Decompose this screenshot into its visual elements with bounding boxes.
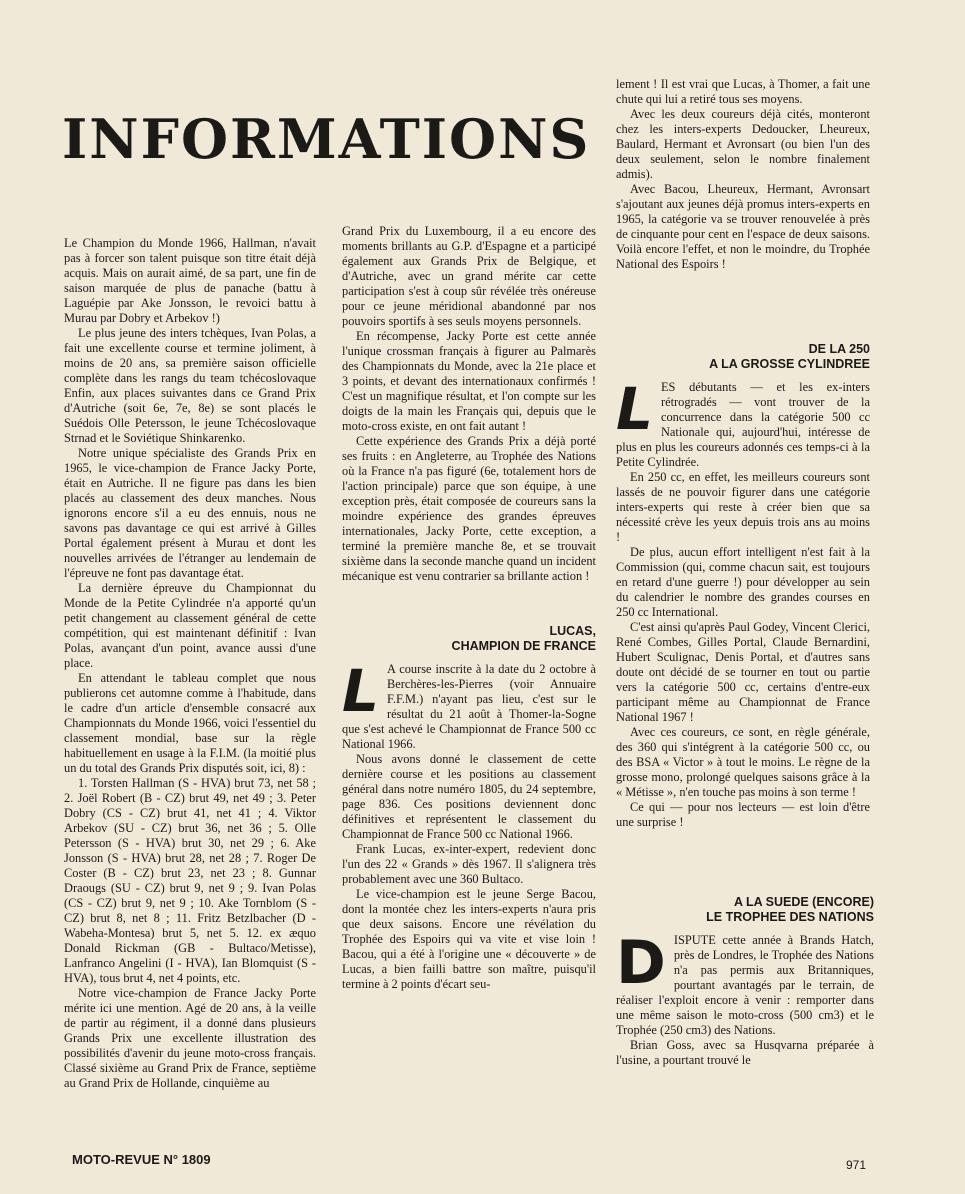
paragraph: ISPUTE cette année à Brands Hatch, près de Londres, le Trophée des Nations n'a pas permis aux Britanniques, pourtant avantagés par le terrain, de réaliser l'exploit encore à venir : remporter dans une même saison le moto-cross (500 cm3) et le Trophée (250 cm3) des Nations. — [616, 933, 874, 1037]
page-number: 971 — [846, 1158, 867, 1172]
paragraph: ES débutants — et les ex-inters rétrogradés — vont trouver de la concurrence dans la catégorie 500 cc Nationale qui, aujourd'hui, intéresse de plus en plus les coureurs adonnés ces temps-ci à la Petite Cylindrée. — [616, 380, 870, 469]
heading-line: DE LA 250 — [808, 342, 870, 356]
section-suede-body — [616, 933, 874, 1038]
paragraph: La dernière épreuve du Championnat du Monde de la Petite Cylindrée n'a apporté qu'un petit changement au classement général de cette compétition, qui est maintenant définitif : Ivan Polas, avançant d'un point, avance aussi d'une place. — [64, 581, 316, 670]
section-heading-suede — [616, 895, 874, 925]
section-250-body — [616, 380, 870, 470]
ranking-paragraph: 1. Torsten Hallman (S - HVA) brut 73, net 58 ; 2. Joël Robert (B - CZ) brut 49, net 49 ; 3. Peter Dobry (CS - CZ) brut 41, net 41 ; 4. Viktor Arbekov (SU - CZ) brut 36, net 36 ; 5. Olle Petersson (S - HVA) brut 30, net 29 ; 6. Ake Jonsson (S - HVA) brut 28, net 28 ; 7. Roger De Coster (B - CZ) brut 23, net 23 ; 8. Gunnar Draougs (SU - CZ) brut 9, net 9 ; 9. Ivan Polas (CS - CZ) brut 9, net 9 ; 10. Ake Tornblom (S - CZ) brut 8, net 8 ; 11. Fritz Betzlbacher (D - Wabeha-Montesa) brut 5, net 5. 12. ex æquo Donald Rickman (GB - Bultaco/Metisse), Lanfranco Angelini (I - HVA), Ian Blomquist (S - HVA), tous brut 4, net 4 points, etc. — [64, 776, 316, 985]
page-title: INFORMATIONS — [62, 107, 591, 171]
paragraph: Le vice-champion est le jeune Serge Bacou, dont la montée chez les inters-experts n'aura pris que deux saisons. Encore une révélation du Trophée des Espoirs qui va vite et vise loin ! Bacou, qui a été à l'origine une « découverte » de Lucas, a bien failli battre son maître, puisqu'il termine à 2 points d'écart seu- — [342, 887, 596, 991]
paragraph: Avec ces coureurs, ce sont, en règle générale, des 360 qui s'intégrent à la catégorie 500 cc, ou des BSA « Victor » à tout le moins. Le règne de la grosse mono, prolongé quelques saisons grâce à la « Métisse », n'en touche pas moins à son terme ! — [616, 725, 870, 799]
column-2 — [342, 224, 596, 992]
heading-line: A LA GROSSE CYLINDREE — [709, 357, 870, 371]
heading-line: CHAMPION DE FRANCE — [451, 639, 596, 653]
heading-line: LUCAS, — [549, 624, 596, 638]
column-1 — [64, 236, 316, 1091]
drop-cap: L — [342, 662, 379, 725]
paragraph: Notre unique spécialiste des Grands Prix en 1965, le vice-champion de France Jacky Porte, était en Autriche. Il ne figure pas dans les bien placés au classement des deux manches. Nous ignorons encore s'il a eu des ennuis, nous ne savons pas davantage ce qui est arrivé à Gilles Portal également présent à Murau et dont les nouvelles arrivées de l'étranger au lendemain de l'épreuve ne font pas davantage état. — [64, 446, 316, 580]
paragraph: Le plus jeune des inters tchèques, Ivan Polas, a fait une excellente course et termine joliment, à moins de 20 ans, sa première saison officielle complète dans les rangs du team tchécoslovaque Enfin, aux places suivantes dans ce Grand Prix d'Autriche (soit 6e, 7e, 8e) se sont placés le Suédois Olle Petersson, le jeune Tchécoslovaque Strnad et le Soviétique Shinkarenko. — [64, 326, 316, 445]
paragraph: A course inscrite à la date du 2 octobre à Berchères-les-Pierres (voir Annuaire F.F.M.) n'ayant pas lieu, c'est sur le résultat du 21 août à Thomer-la-Sogne que s'est achevé le Championnat de France 500 cc National 1966. — [342, 662, 596, 751]
heading-line: A LA SUEDE (ENCORE) — [733, 895, 874, 909]
magazine-issue: MOTO-REVUE N° 1809 — [72, 1152, 211, 1167]
drop-cap: L — [616, 380, 653, 443]
heading-line: LE TROPHEE DES NATIONS — [706, 910, 874, 924]
paragraph: De plus, aucun effort intelligent n'est fait à la Commission (qui, comme chacun sait, est toujours en retard d'une guerre !) pour développer au sein du calendrier le nombre des grandes courses en 250 cc International. — [616, 545, 870, 619]
paragraph: Nous avons donné le classement de cette dernière course et les positions au classement général dans notre numéro 1805, du 24 septembre, page 836. Ces positions deviennent donc définitives et représentent le classement du Championnat de France 500 cc National 1966. — [342, 752, 596, 841]
paragraph: Cette expérience des Grands Prix a déjà porté ses fruits : en Angleterre, au Trophée des Nations où la France n'a pas figuré (6e, totalement hors de l'action principale) parce que son équipe, à une exception près, était composée de coureurs sans la moindre expérience des grandes épreuves internationales, Jacky Porte, cette exception, a terminé la première manche 8e, et se trouvait sixième dans la seconde manche quand un incident mécanique est venu contrarier sa brillante action ! — [342, 434, 596, 583]
paragraph: En 250 cc, en effet, les meilleurs coureurs sont lassés de ne pouvoir figurer dans une catégorie inters-experts qui reste à créer bien que sa nécessité crève les yeux depuis trois ans au moins ! — [616, 470, 870, 544]
column-3-top — [616, 77, 870, 272]
paragraph: Ce qui — pour nos lecteurs — est loin d'être une surprise ! — [616, 800, 870, 829]
section-heading-250 — [616, 342, 870, 372]
paragraph: Frank Lucas, ex-inter-expert, redevient donc l'un des 22 « Grands » dès 1967. Il s'alignera très probablement avec une 360 Bultaco. — [342, 842, 596, 886]
paragraph: Avec les deux coureurs déjà cités, monteront chez les inters-experts Dedoucker, Lheureux, Baulard, Hermant et Avronsart (ou bien l'un des deux seulement, selon le nombre finalement admis). — [616, 107, 870, 181]
paragraph: C'est ainsi qu'après Paul Godey, Vincent Clerici, René Combes, Gilles Portal, Claude Bernardini, Hubert Sculignac, Denis Portal, et d'autres sans doute ont décidé de se tourner en tout ou partie vers la catégorie 500 cc, certains d'entre-eux participant même au Championnat de France National 1967 ! — [616, 620, 870, 724]
drop-cap: D — [616, 933, 666, 998]
paragraph: En récompense, Jacky Porte est cette année l'unique crossman français à figurer au Palmarès des Championnats du Monde, avec la 21e place et 3 points, et devant des internationaux confirmés ! C'est un magnifique résultat, et l'on compte sur les doigts de la main les Français qui, depuis que le moto-cross existe, en ont fait autant ! — [342, 329, 596, 433]
paragraph: Notre vice-champion de France Jacky Porte mérite ici une mention. Agé de 20 ans, à la veille de partir au régiment, il a donné dans plusieurs Grands Prix une excellente illustration des possibilités d'avenir du jeune moto-cross français. Classé sixième au Grand Prix de France, septième au Grand Prix de Hollande, cinquième au — [64, 986, 316, 1090]
paragraph: Grand Prix du Luxembourg, il a eu encore des moments brillants au G.P. d'Espagne et a participé également aux Grands Prix de Belgique, et d'Autriche, avec un grand mérite car cette participation s'est à coup sûr révélée très onéreuse pour ce jeune méridional abandonné par nos pouvoirs sportifs à ses seuls moyens personnels. — [342, 224, 596, 328]
column-3-section-250 — [616, 342, 870, 830]
paragraph: lement ! Il est vrai que Lucas, à Thomer, a fait une chute qui lui a retiré tous ses moyens. — [616, 77, 870, 106]
paragraph: Avec Bacou, Lheureux, Hermant, Avronsart s'ajoutant aux jeunes déjà promus inters-experts en 1965, la catégorie va se trouver renouvelée à près de cinquante pour cent en l'espace de deux saisons. Voilà encore l'effet, et non le moindre, du Trophée National des Espoirs ! — [616, 182, 870, 271]
column-3-section-suede — [616, 895, 874, 1068]
paragraph: Brian Goss, avec sa Husqvarna préparée à l'usine, a pourtant trouvé le — [616, 1038, 874, 1067]
paragraph: Le Champion du Monde 1966, Hallman, n'avait pas à forcer son talent puisque son titre était déjà acquis. Mais on aurait aimé, de sa part, une fin de saison marquée de plus de panache (battu à Laguépie par Ake Jonsson, le revoici battu à Murau par Dobry et Arbekov !) — [64, 236, 316, 325]
section-lucas-body — [342, 662, 596, 752]
paragraph: En attendant le tableau complet que nous publierons cet automne comme à l'habitude, dans le cadre d'un article d'ensemble consacré aux Championnats du Monde 1966, voici l'essentiel du classement mondial, base sur la règle habituellement en usage à la F.I.M. (la moitié plus un du total des Grands Prix disputés soit, ici, 8) : — [64, 671, 316, 775]
section-heading-lucas — [342, 624, 596, 654]
